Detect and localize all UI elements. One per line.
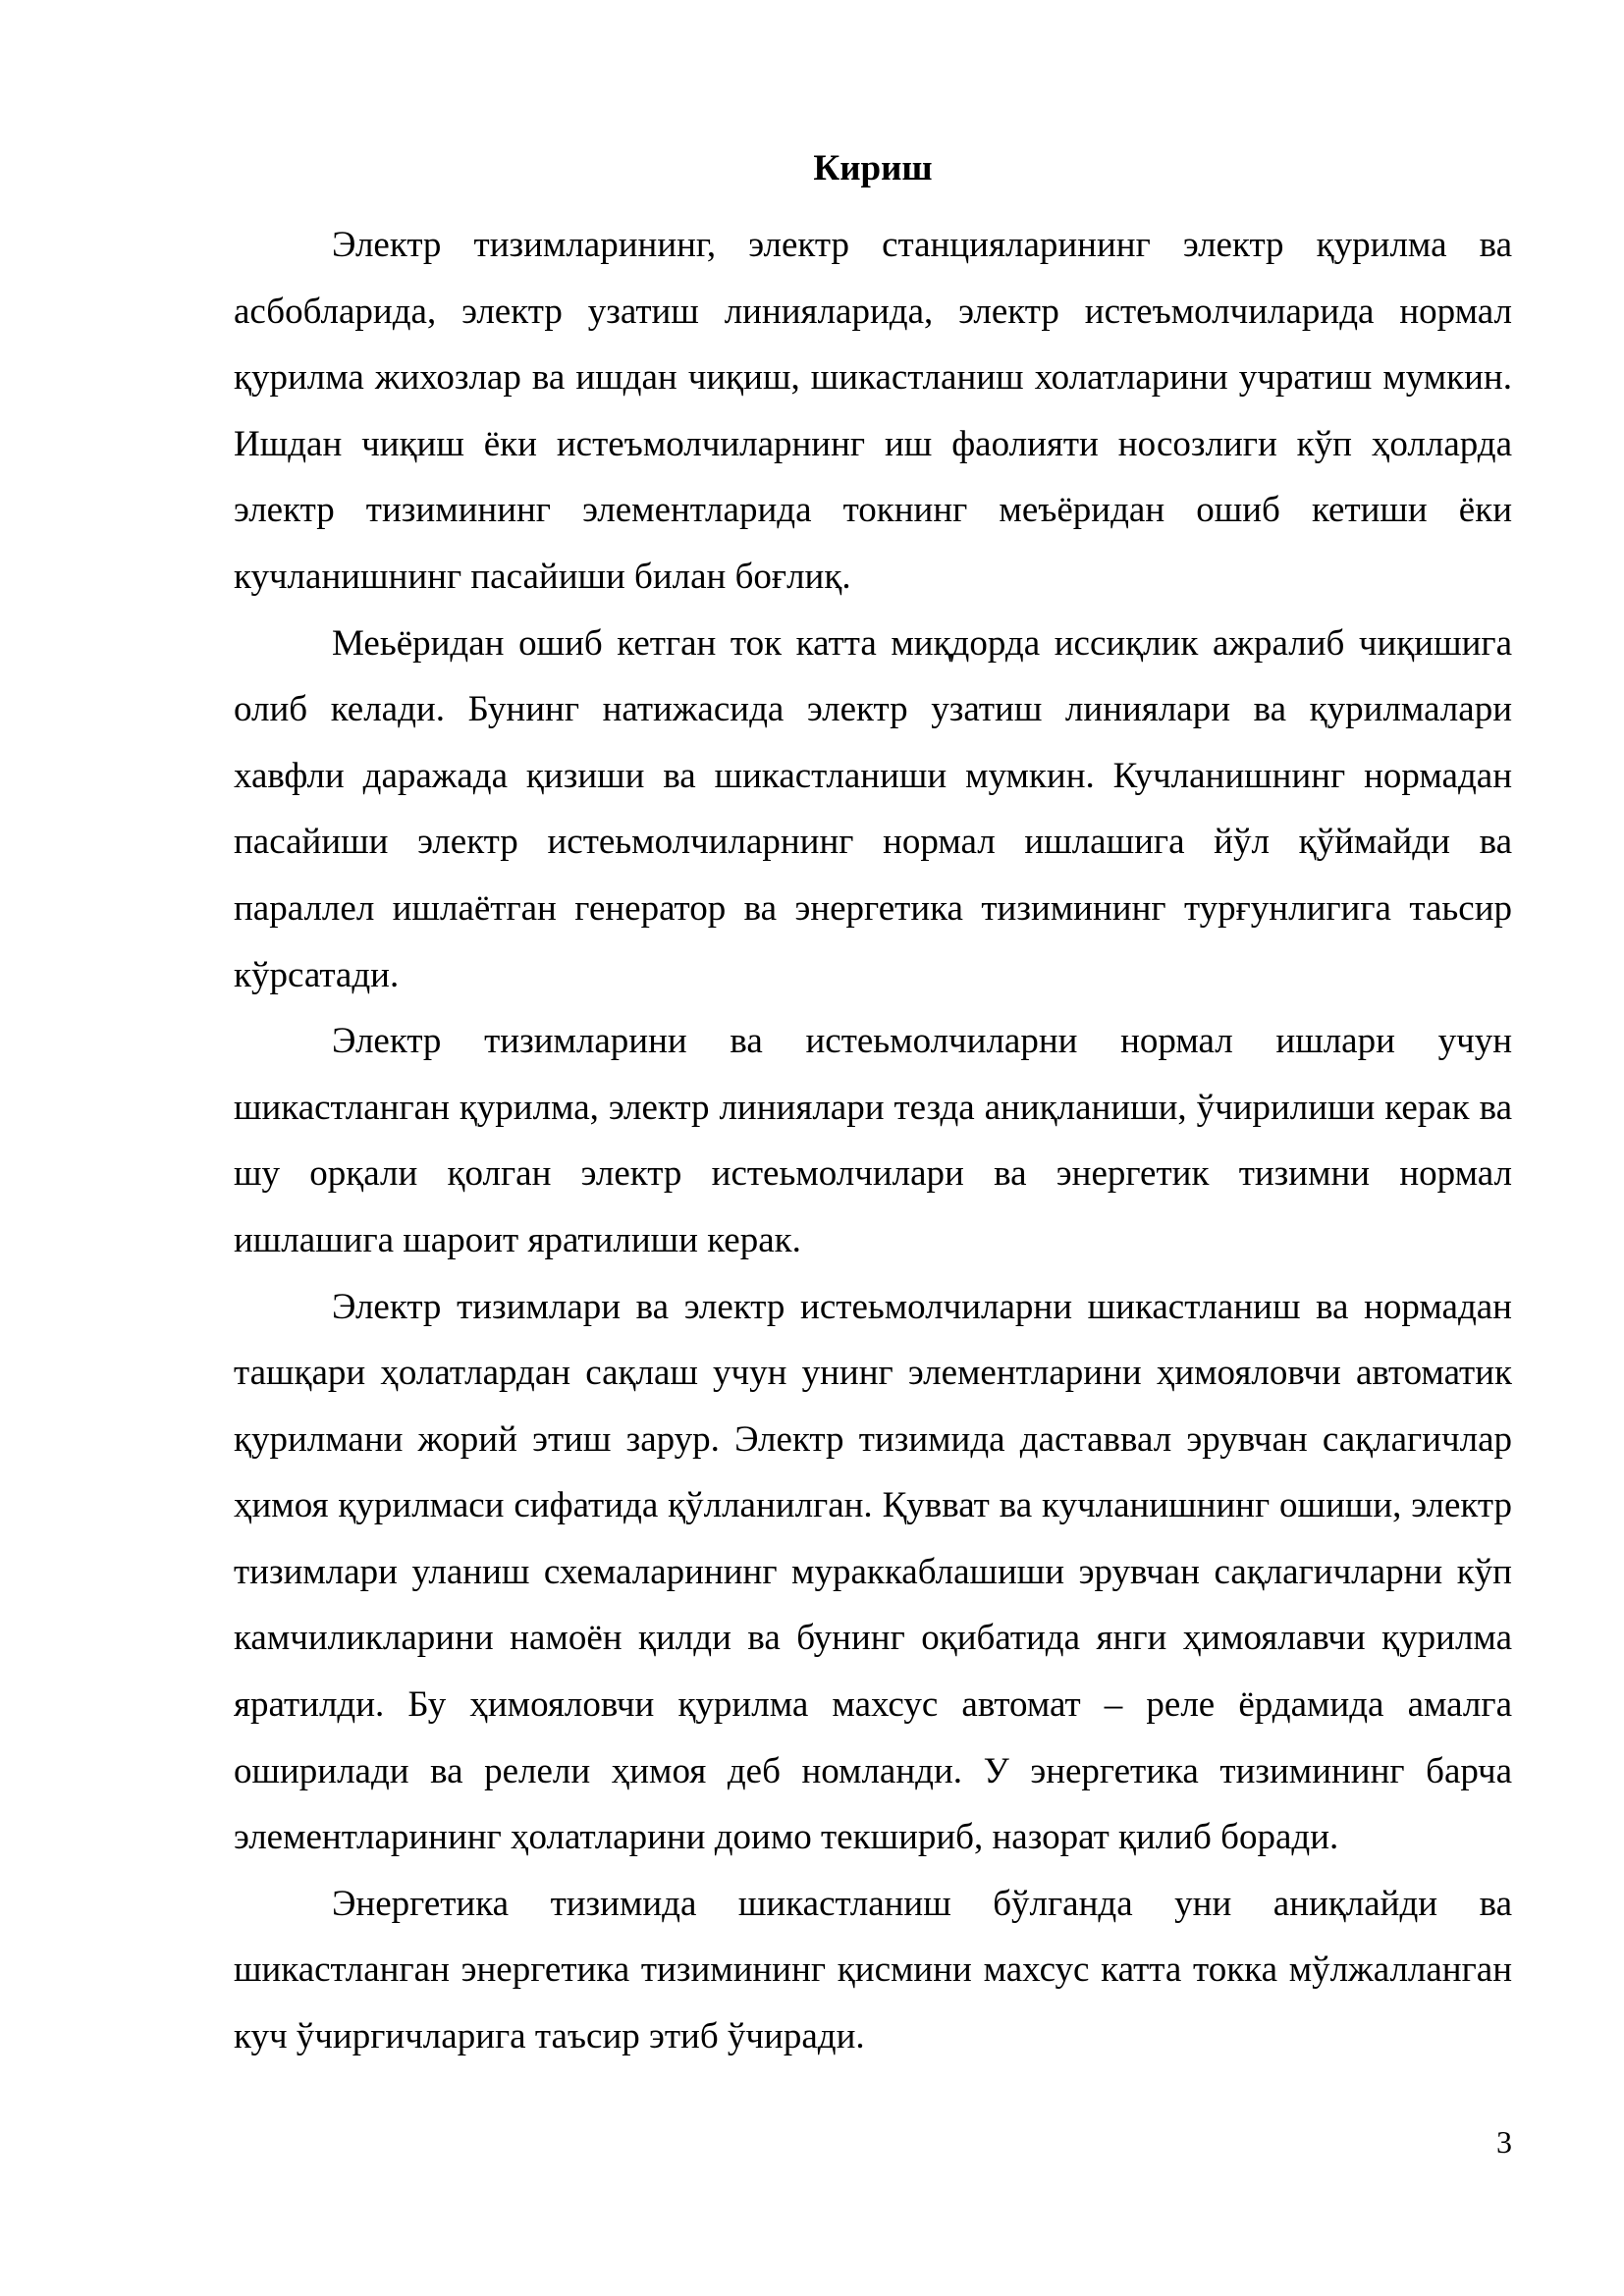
document-page xyxy=(234,147,1512,2070)
paragraph-3: Электр тизимларини ва истеьмолчиларни нормал ишлари учун шикастланган қурилма, электр линиялари тезда аниқланиши, ўчирилиши керак ва шу орқали қолган электр истеьмолчилари ва энергетик тизимни нормал ишлашига шароит яратилиши керак. xyxy=(234,1021,1512,1260)
page-number: 3 xyxy=(1496,2124,1512,2160)
page-title: Кириш xyxy=(813,148,933,188)
paragraph-2: Меьёридан ошиб кетган ток катта миқдорда иссиқлик ажралиб чиқишига олиб келади. Бунинг натижасида электр узатиш линиялари ва қурилмалари хавфли даражада қизиши ва шикастланиши мумкин. Кучланишнинг нормадан пасайиши электр истеьмолчиларнинг нормал ишлашига йўл қўймайди ва параллел ишлаётган генератор ва энергетика тизимининг турғунлигига таьсир кўрсатади. xyxy=(234,622,1512,995)
paragraph-5: Энергетика тизимида шикастланиш бўлганда уни аниқлайди ва шикастланган энергетика тизимининг қисмини махсус катта токка мўлжалланган куч ўчиргичларига таъсир этиб ўчиради. xyxy=(234,1883,1512,2057)
paragraph-4: Электр тизимлари ва электр истеьмолчиларни шикастланиш ва нормадан ташқари ҳолатлардан сақлаш учун унинг элементларини ҳимояловчи автоматик қурилмани жорий этиш зарур. Электр тизимида даставвал эрувчан сақлагичлар ҳимоя қурилмаси сифатида қўлланилган. Қувват ва кучланишнинг ошиши, электр тизимлари уланиш схемаларининг мураккаблашиши эрувчан сақлагичларни кўп камчиликларини намоён қилди ва бунинг оқибатида янги ҳимоялавчи қурилма яратилди. Бу ҳимояловчи қурилма махсус автомат – реле ёрдамида амалга оширилади ва релели ҳимоя деб номланди. У энергетика тизимининг барча элементларининг ҳолатларини доимо текшириб, назорат қилиб боради. xyxy=(234,1286,1512,1858)
paragraph-1: Электр тизимларининг, электр станцияларининг электр қурилма ва асбобларида, электр узатиш линияларида, электр истеъмолчиларида нормал қурилма жихозлар ва ишдан чиқиш, шикастланиш холатларини учратиш мумкин. Ишдан чиқиш ёки истеъмолчиларнинг иш фаолияти носозлиги кўп ҳолларда электр тизимининг элементларида токнинг меъёридан ошиб кетиши ёки кучланишнинг пасайиши билан боғлиқ. xyxy=(234,225,1512,597)
